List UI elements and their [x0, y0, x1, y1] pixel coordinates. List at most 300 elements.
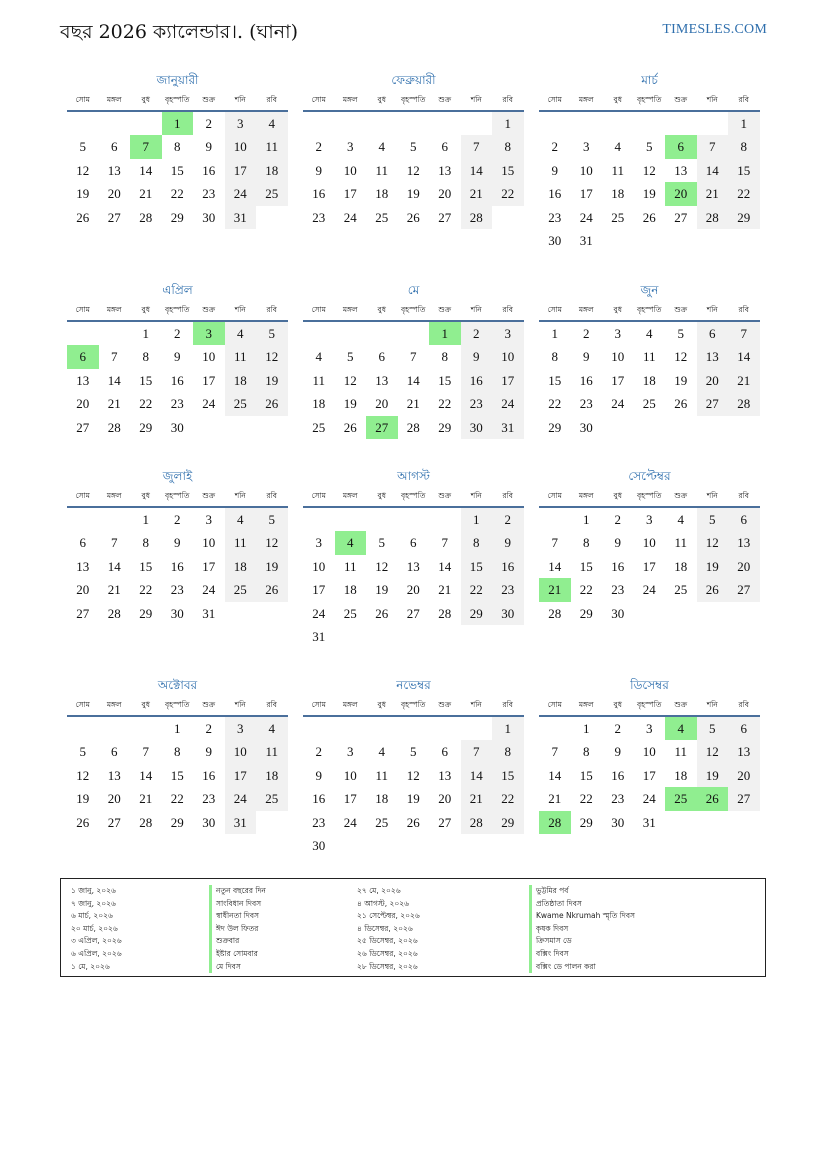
day-cell: 21 — [728, 369, 760, 392]
day-cell: 2 — [551, 139, 558, 155]
day-cell: 28 — [107, 419, 121, 435]
day-cell: 11 — [343, 558, 357, 574]
day-cell: 17 — [611, 372, 625, 388]
day-cell: 26 — [406, 814, 420, 830]
weekday-label: রবি — [266, 305, 277, 314]
week-row — [303, 787, 524, 810]
day-cell: 8 — [728, 135, 760, 158]
weekday-label: বৃহস্পতি — [637, 700, 662, 709]
day-cell: 22 — [579, 791, 593, 807]
day-cell: 4 — [614, 139, 621, 155]
empty-day-cell — [697, 112, 729, 135]
empty-day-cell — [461, 717, 493, 740]
empty-day-cell — [67, 112, 99, 135]
day-cell: 17 — [492, 369, 524, 392]
holiday-name: শুক্রবার — [216, 936, 240, 946]
empty-day-cell — [398, 625, 430, 648]
day-cell: 15 — [492, 764, 524, 787]
day-cell: 24 — [202, 582, 216, 598]
holiday-name: Kwame Nkrumah স্মৃতি দিবস — [536, 911, 635, 921]
weekday-header — [67, 90, 288, 112]
day-cell: 14 — [139, 767, 153, 783]
day-cell: 27 — [728, 578, 760, 601]
holiday-day-cell: 3 — [193, 322, 225, 345]
day-cell: 16 — [202, 162, 216, 178]
empty-day-cell — [366, 834, 398, 857]
day-cell: 9 — [551, 162, 558, 178]
day-cell: 29 — [170, 814, 184, 830]
day-cell: 29 — [170, 209, 184, 225]
week-row — [67, 787, 288, 810]
holiday-day-cell: 1 — [162, 112, 194, 135]
day-cell: 4 — [677, 512, 684, 527]
empty-day-cell — [492, 206, 524, 229]
weekday-label: বুধ — [613, 305, 622, 314]
weekday-label: বৃহস্পতি — [637, 95, 662, 104]
day-cell: 23 — [611, 791, 625, 807]
month-calendar — [67, 675, 288, 834]
day-cell: 24 — [225, 182, 257, 205]
day-cell: 27 — [697, 392, 729, 415]
day-cell: 11 — [256, 135, 288, 158]
day-cell: 6 — [79, 535, 86, 551]
day-cell: 11 — [312, 372, 326, 388]
weekday-header — [303, 695, 524, 717]
day-cell: 5 — [677, 326, 684, 341]
weekday-label: বৃহস্পতি — [165, 491, 190, 500]
day-cell: 14 — [548, 558, 562, 574]
weekday-label: শুক্র — [674, 95, 688, 104]
week-row — [67, 112, 288, 135]
holiday-name: ঈদ উল ফিতর — [216, 923, 259, 933]
weekday-label: সোম — [75, 95, 90, 104]
weekday-label: মঙ্গল — [106, 95, 122, 104]
day-cell: 11 — [642, 349, 656, 365]
day-cell: 16 — [492, 555, 524, 578]
day-cell: 21 — [461, 787, 493, 810]
day-cell: 15 — [170, 767, 184, 783]
day-cell: 17 — [225, 764, 257, 787]
weekday-label: বৃহস্পতি — [401, 305, 426, 314]
day-cell: 17 — [642, 767, 656, 783]
day-cell: 19 — [256, 369, 288, 392]
day-cell: 23 — [170, 396, 184, 412]
week-row — [67, 811, 288, 834]
month-calendar — [303, 466, 524, 648]
day-cell: 20 — [438, 791, 452, 807]
day-cell: 1 — [492, 717, 524, 740]
empty-day-cell — [256, 416, 288, 439]
day-cell: 6 — [378, 349, 385, 365]
day-cell: 30 — [170, 605, 184, 621]
holiday-date: ২৭ মে, ২০২৬ — [357, 886, 401, 895]
day-cell: 5 — [410, 744, 417, 760]
month-calendar — [67, 280, 288, 439]
day-cell: 2 — [174, 326, 181, 341]
empty-day-cell — [697, 602, 729, 625]
day-cell: 10 — [492, 345, 524, 368]
day-cell: 21 — [406, 396, 420, 412]
month-name: নভেম্বর — [396, 678, 431, 692]
weekday-label: মঙ্গল — [578, 491, 594, 500]
day-cell: 20 — [728, 555, 760, 578]
day-cell: 17 — [343, 791, 357, 807]
day-cell: 4 — [315, 349, 322, 365]
day-cell: 25 — [375, 814, 389, 830]
weekday-header — [67, 486, 288, 508]
day-cell: 3 — [225, 112, 257, 135]
weekday-header — [539, 695, 760, 717]
day-cell: 22 — [548, 396, 562, 412]
day-cell: 25 — [312, 419, 326, 435]
empty-day-cell — [697, 811, 729, 834]
site-link[interactable]: TIMESLES.COM — [662, 22, 767, 37]
empty-day-cell — [634, 602, 666, 625]
holiday-day-cell: 4 — [665, 717, 697, 740]
empty-day-cell — [665, 112, 697, 135]
day-cell: 28 — [728, 392, 760, 415]
week-row — [303, 322, 524, 345]
empty-day-cell — [335, 717, 367, 740]
day-cell: 15 — [438, 372, 452, 388]
day-cell: 14 — [139, 162, 153, 178]
holiday-date: ৬ মার্চ, ২০২৬ — [71, 911, 113, 921]
day-cell: 29 — [139, 605, 153, 621]
week-row — [67, 555, 288, 578]
week-row — [67, 159, 288, 182]
weekday-label: বুধ — [377, 700, 386, 709]
empty-day-cell — [256, 206, 288, 229]
empty-day-cell — [398, 322, 430, 345]
day-cell: 19 — [406, 186, 420, 202]
empty-day-cell — [492, 625, 524, 648]
day-cell: 21 — [139, 791, 153, 807]
day-cell: 16 — [611, 558, 625, 574]
week-row — [67, 508, 288, 531]
weekday-header — [539, 300, 760, 322]
day-cell: 30 — [170, 419, 184, 435]
day-cell: 13 — [406, 558, 420, 574]
day-cell: 25 — [256, 787, 288, 810]
day-cell: 29 — [579, 605, 593, 621]
holiday-dates-left — [71, 885, 122, 973]
empty-day-cell — [303, 508, 335, 531]
day-cell: 12 — [406, 162, 420, 178]
empty-day-cell — [335, 322, 367, 345]
day-cell: 15 — [579, 558, 593, 574]
holiday-name: ক্রিসমাস ডে — [536, 936, 572, 946]
day-cell: 19 — [697, 555, 729, 578]
empty-day-cell — [634, 416, 666, 439]
week-row — [539, 787, 760, 810]
day-cell: 22 — [728, 182, 760, 205]
week-row — [303, 555, 524, 578]
weekday-label: শনি — [706, 491, 718, 500]
day-cell: 22 — [461, 578, 493, 601]
holiday-day-cell: 4 — [335, 531, 367, 554]
day-cell: 5 — [256, 322, 288, 345]
day-cell: 4 — [225, 322, 257, 345]
week-row — [539, 531, 760, 554]
day-cell: 29 — [579, 814, 593, 830]
weekday-label: মঙ্গল — [106, 305, 122, 314]
week-row — [539, 135, 760, 158]
day-cell: 30 — [548, 232, 562, 248]
day-cell: 24 — [225, 787, 257, 810]
empty-day-cell — [429, 625, 461, 648]
day-cell: 24 — [611, 396, 625, 412]
day-cell: 20 — [375, 396, 389, 412]
day-cell: 10 — [202, 349, 216, 365]
empty-day-cell — [67, 508, 99, 531]
week-row — [539, 206, 760, 229]
day-cell: 14 — [728, 345, 760, 368]
day-cell: 2 — [205, 116, 212, 131]
weekday-label: রবি — [266, 700, 277, 709]
day-cell: 26 — [674, 396, 688, 412]
weekday-label: বৃহস্পতি — [165, 305, 190, 314]
day-cell: 16 — [611, 767, 625, 783]
day-cell: 11 — [256, 740, 288, 763]
weekday-label: শুক্র — [202, 95, 216, 104]
week-row — [539, 345, 760, 368]
week-row — [303, 345, 524, 368]
day-cell: 5 — [410, 139, 417, 155]
day-cell: 18 — [674, 767, 688, 783]
day-cell: 3 — [347, 139, 354, 155]
holiday-day-cell: 28 — [539, 811, 571, 834]
week-row — [303, 531, 524, 554]
month-name: জানুয়ারী — [156, 73, 199, 87]
weekday-label: বুধ — [141, 491, 150, 500]
day-cell: 19 — [406, 791, 420, 807]
day-cell: 5 — [697, 508, 729, 531]
day-cell: 29 — [139, 419, 153, 435]
empty-day-cell — [130, 717, 162, 740]
day-cell: 5 — [79, 744, 86, 760]
day-cell: 7 — [111, 349, 118, 365]
day-cell: 12 — [343, 372, 357, 388]
day-cell: 20 — [728, 764, 760, 787]
empty-day-cell — [366, 717, 398, 740]
weekday-header — [67, 300, 288, 322]
week-row — [67, 740, 288, 763]
weekday-label: শুক্র — [674, 305, 688, 314]
day-cell: 20 — [76, 396, 90, 412]
holiday-day-cell: 20 — [665, 182, 697, 205]
month-name: অক্টোবর — [157, 678, 198, 692]
day-cell: 8 — [142, 535, 149, 551]
day-cell: 8 — [461, 531, 493, 554]
empty-day-cell — [225, 602, 257, 625]
holiday-name: মে দিবস — [216, 961, 241, 971]
month-name: এপ্রিল — [162, 283, 193, 297]
day-cell: 20 — [697, 369, 729, 392]
day-cell: 18 — [674, 558, 688, 574]
day-cell: 27 — [107, 209, 121, 225]
day-cell: 3 — [347, 744, 354, 760]
day-cell: 26 — [375, 605, 389, 621]
day-cell: 20 — [107, 186, 121, 202]
weekday-label: রবি — [502, 305, 513, 314]
day-cell: 29 — [728, 206, 760, 229]
day-cell: 13 — [728, 531, 760, 554]
weekday-label: বৃহস্পতি — [401, 491, 426, 500]
weekday-label: শুক্র — [202, 491, 216, 500]
empty-day-cell — [130, 112, 162, 135]
week-row — [539, 322, 760, 345]
day-cell: 28 — [697, 206, 729, 229]
empty-day-cell — [256, 602, 288, 625]
day-cell: 2 — [614, 721, 621, 736]
day-cell: 4 — [646, 326, 653, 341]
holiday-date: ১ মে, ২০২৬ — [71, 961, 110, 971]
day-cell: 22 — [139, 582, 153, 598]
weekday-label: শনি — [234, 491, 246, 500]
week-row — [303, 625, 524, 648]
day-cell: 19 — [674, 372, 688, 388]
day-cell: 23 — [312, 209, 326, 225]
month-calendar — [539, 675, 760, 834]
weekday-label: বৃহস্পতি — [637, 305, 662, 314]
day-cell: 11 — [225, 345, 257, 368]
empty-day-cell — [492, 834, 524, 857]
weekday-header — [539, 486, 760, 508]
empty-day-cell — [728, 602, 760, 625]
week-row — [303, 717, 524, 740]
day-cell: 17 — [312, 582, 326, 598]
day-cell: 31 — [225, 811, 257, 834]
empty-day-cell — [728, 811, 760, 834]
day-cell: 18 — [312, 396, 326, 412]
day-cell: 9 — [205, 744, 212, 760]
day-cell: 17 — [579, 186, 593, 202]
holiday-date: ১ জানু, ২০২৬ — [71, 886, 116, 895]
day-cell: 29 — [438, 419, 452, 435]
day-cell: 7 — [441, 535, 448, 551]
empty-day-cell — [99, 322, 131, 345]
day-cell: 4 — [256, 717, 288, 740]
day-cell: 8 — [583, 744, 590, 760]
weekday-header — [303, 90, 524, 112]
weekday-label: বুধ — [377, 491, 386, 500]
week-row — [303, 811, 524, 834]
empty-day-cell — [67, 717, 99, 740]
weekday-label: বুধ — [377, 305, 386, 314]
week-row — [67, 717, 288, 740]
day-cell: 31 — [312, 628, 326, 644]
day-cell: 25 — [256, 182, 288, 205]
week-row — [539, 182, 760, 205]
holiday-day-cell: 1 — [429, 322, 461, 345]
empty-day-cell — [398, 717, 430, 740]
week-row — [67, 392, 288, 415]
empty-day-cell — [429, 834, 461, 857]
weekday-label: বৃহস্পতি — [165, 700, 190, 709]
weekday-label: শনি — [706, 305, 718, 314]
day-cell: 28 — [406, 419, 420, 435]
day-cell: 23 — [492, 578, 524, 601]
day-cell: 21 — [107, 582, 121, 598]
weekday-label: শনি — [470, 305, 482, 314]
day-cell: 7 — [461, 740, 493, 763]
month-name: জুন — [640, 283, 659, 297]
weekday-label: মঙ্গল — [342, 305, 358, 314]
day-cell: 20 — [406, 582, 420, 598]
day-cell: 15 — [170, 162, 184, 178]
day-cell: 13 — [76, 558, 90, 574]
day-cell: 10 — [343, 767, 357, 783]
holiday-day-cell: 26 — [697, 787, 729, 810]
day-cell: 7 — [410, 349, 417, 365]
day-cell: 4 — [256, 112, 288, 135]
day-cell: 16 — [170, 372, 184, 388]
day-cell: 2 — [614, 512, 621, 527]
week-row — [67, 345, 288, 368]
day-cell: 21 — [107, 396, 121, 412]
empty-day-cell — [398, 112, 430, 135]
holiday-name: কৃষক দিবস — [536, 923, 569, 933]
empty-day-cell — [429, 717, 461, 740]
day-cell: 30 — [312, 837, 326, 853]
day-cell: 19 — [256, 555, 288, 578]
weekday-header — [303, 300, 524, 322]
day-cell: 25 — [225, 578, 257, 601]
day-cell: 2 — [461, 322, 493, 345]
day-cell: 14 — [438, 558, 452, 574]
day-cell: 27 — [107, 814, 121, 830]
empty-day-cell — [665, 229, 697, 252]
month-calendar — [67, 466, 288, 625]
day-cell: 9 — [492, 531, 524, 554]
week-row — [67, 764, 288, 787]
weekday-label: শুক্র — [202, 700, 216, 709]
day-cell: 1 — [551, 326, 558, 341]
day-cell: 31 — [579, 232, 593, 248]
empty-day-cell — [697, 229, 729, 252]
day-cell: 12 — [697, 531, 729, 554]
weekday-label: শনি — [706, 95, 718, 104]
empty-day-cell — [539, 508, 571, 531]
day-cell: 7 — [142, 744, 149, 760]
day-cell: 24 — [492, 392, 524, 415]
weekday-label: রবি — [738, 95, 749, 104]
weekday-label: রবি — [738, 305, 749, 314]
week-row — [539, 229, 760, 252]
holiday-name: বক্সিং ডে পালন করা — [536, 961, 596, 971]
week-row — [539, 159, 760, 182]
weekday-label: শুক্র — [438, 491, 452, 500]
day-cell: 14 — [697, 159, 729, 182]
day-cell: 12 — [642, 162, 656, 178]
week-row — [67, 182, 288, 205]
day-cell: 30 — [461, 416, 493, 439]
day-cell: 27 — [674, 209, 688, 225]
day-cell: 15 — [492, 159, 524, 182]
weekday-label: মঙ্গল — [578, 700, 594, 709]
holiday-date: ২৬ ডিসেম্বর, ২০২৬ — [357, 948, 418, 958]
empty-day-cell — [461, 112, 493, 135]
week-row — [303, 578, 524, 601]
day-cell: 16 — [202, 767, 216, 783]
day-cell: 10 — [611, 349, 625, 365]
week-row — [303, 392, 524, 415]
day-cell: 22 — [139, 396, 153, 412]
empty-day-cell — [99, 112, 131, 135]
day-cell: 6 — [728, 508, 760, 531]
weekday-label: বৃহস্পতি — [165, 95, 190, 104]
month-calendar — [303, 280, 524, 439]
